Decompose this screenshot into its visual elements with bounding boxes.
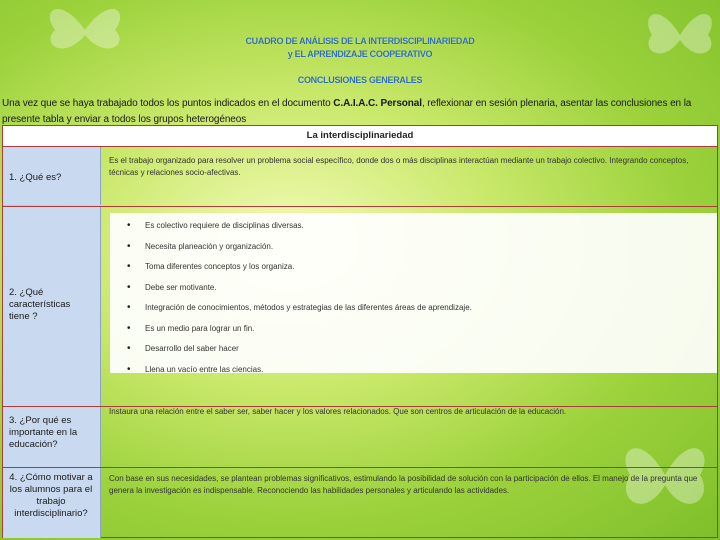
document-name: C.A.I.A.C. Personal [333, 98, 422, 109]
answer-cell-3: Instaura una relación entre el saber ser, saber hacer y los valores relacionados. Que son centros de articulación de la educación. [109, 407, 567, 416]
question-text: 4. ¿Cómo motivar a los alumnos para el trabajo interdisciplinario? [9, 472, 93, 519]
document-title-line-2: y EL APRENDIZAJE COOPERATIVO [287, 49, 433, 59]
question-text: 2. ¿Qué características tiene ? [9, 287, 71, 322]
list-item: • Es un medio para lograr un fin. [123, 322, 713, 343]
question-cell-3 [3, 407, 101, 467]
instructions-paragraph [2, 96, 714, 128]
list-item: • Llena un vacío entre las ciencias. [123, 363, 713, 384]
document-title-line-1: CUADRO DE ANÁLISIS DE LA INTERDISCIPLINARIEDAD [245, 36, 475, 46]
answer-cell-4: Con base en sus necesidades, se plantean problemas significativos, estimulando la posibilidad de solución con la participación de ellos. El manejo de la pregunta que genera la investigación es indispensable. Reconociendo las habilidades personales y articulando las actividades. [109, 474, 698, 495]
question-text: 1. ¿Qué es? [9, 172, 62, 183]
question-cell-2 [3, 207, 101, 406]
answer-cell-1: Es el trabajo organizado para resolver un problema social específico, donde dos o más disciplinas interactúan mediante un trabajo colectivo. Integrando conceptos, técnicas y relaciones socio-afectivas. [109, 156, 689, 177]
list-item: • Debe ser motivante. [123, 281, 713, 302]
list-item: • Desarrollo del saber hacer [123, 342, 713, 363]
row-divider [3, 206, 717, 207]
row-divider [3, 467, 717, 468]
characteristics-list [123, 219, 713, 383]
question-text: 3. ¿Por qué es importante en la educación? [9, 415, 78, 450]
instructions-text-2: , reflexionar en sesión plenaria, asentar las conclusiones en la presente tabla y enviar a todos los grupos heterogéneos [2, 98, 692, 125]
instructions-text-1: Una vez que se haya trabajado todos los puntos indicados en el documento [2, 98, 334, 109]
question-cell-4 [3, 468, 101, 538]
list-item: • Integración de conocimientos, métodos y estrategias de las diferentes áreas de aprendizaje. [123, 301, 713, 322]
list-item: • Toma diferentes conceptos y los organiza. [123, 260, 713, 281]
list-item: • Necesita planeación y organización. [123, 240, 713, 261]
table-header: La interdisciplinariedad [3, 126, 717, 147]
question-cell-1 [3, 147, 101, 205]
analysis-table [2, 125, 718, 538]
list-item: • Es colectivo requiere de disciplinas diversas. [123, 219, 713, 240]
section-title: CONCLUSIONES GENERALES [297, 75, 423, 85]
